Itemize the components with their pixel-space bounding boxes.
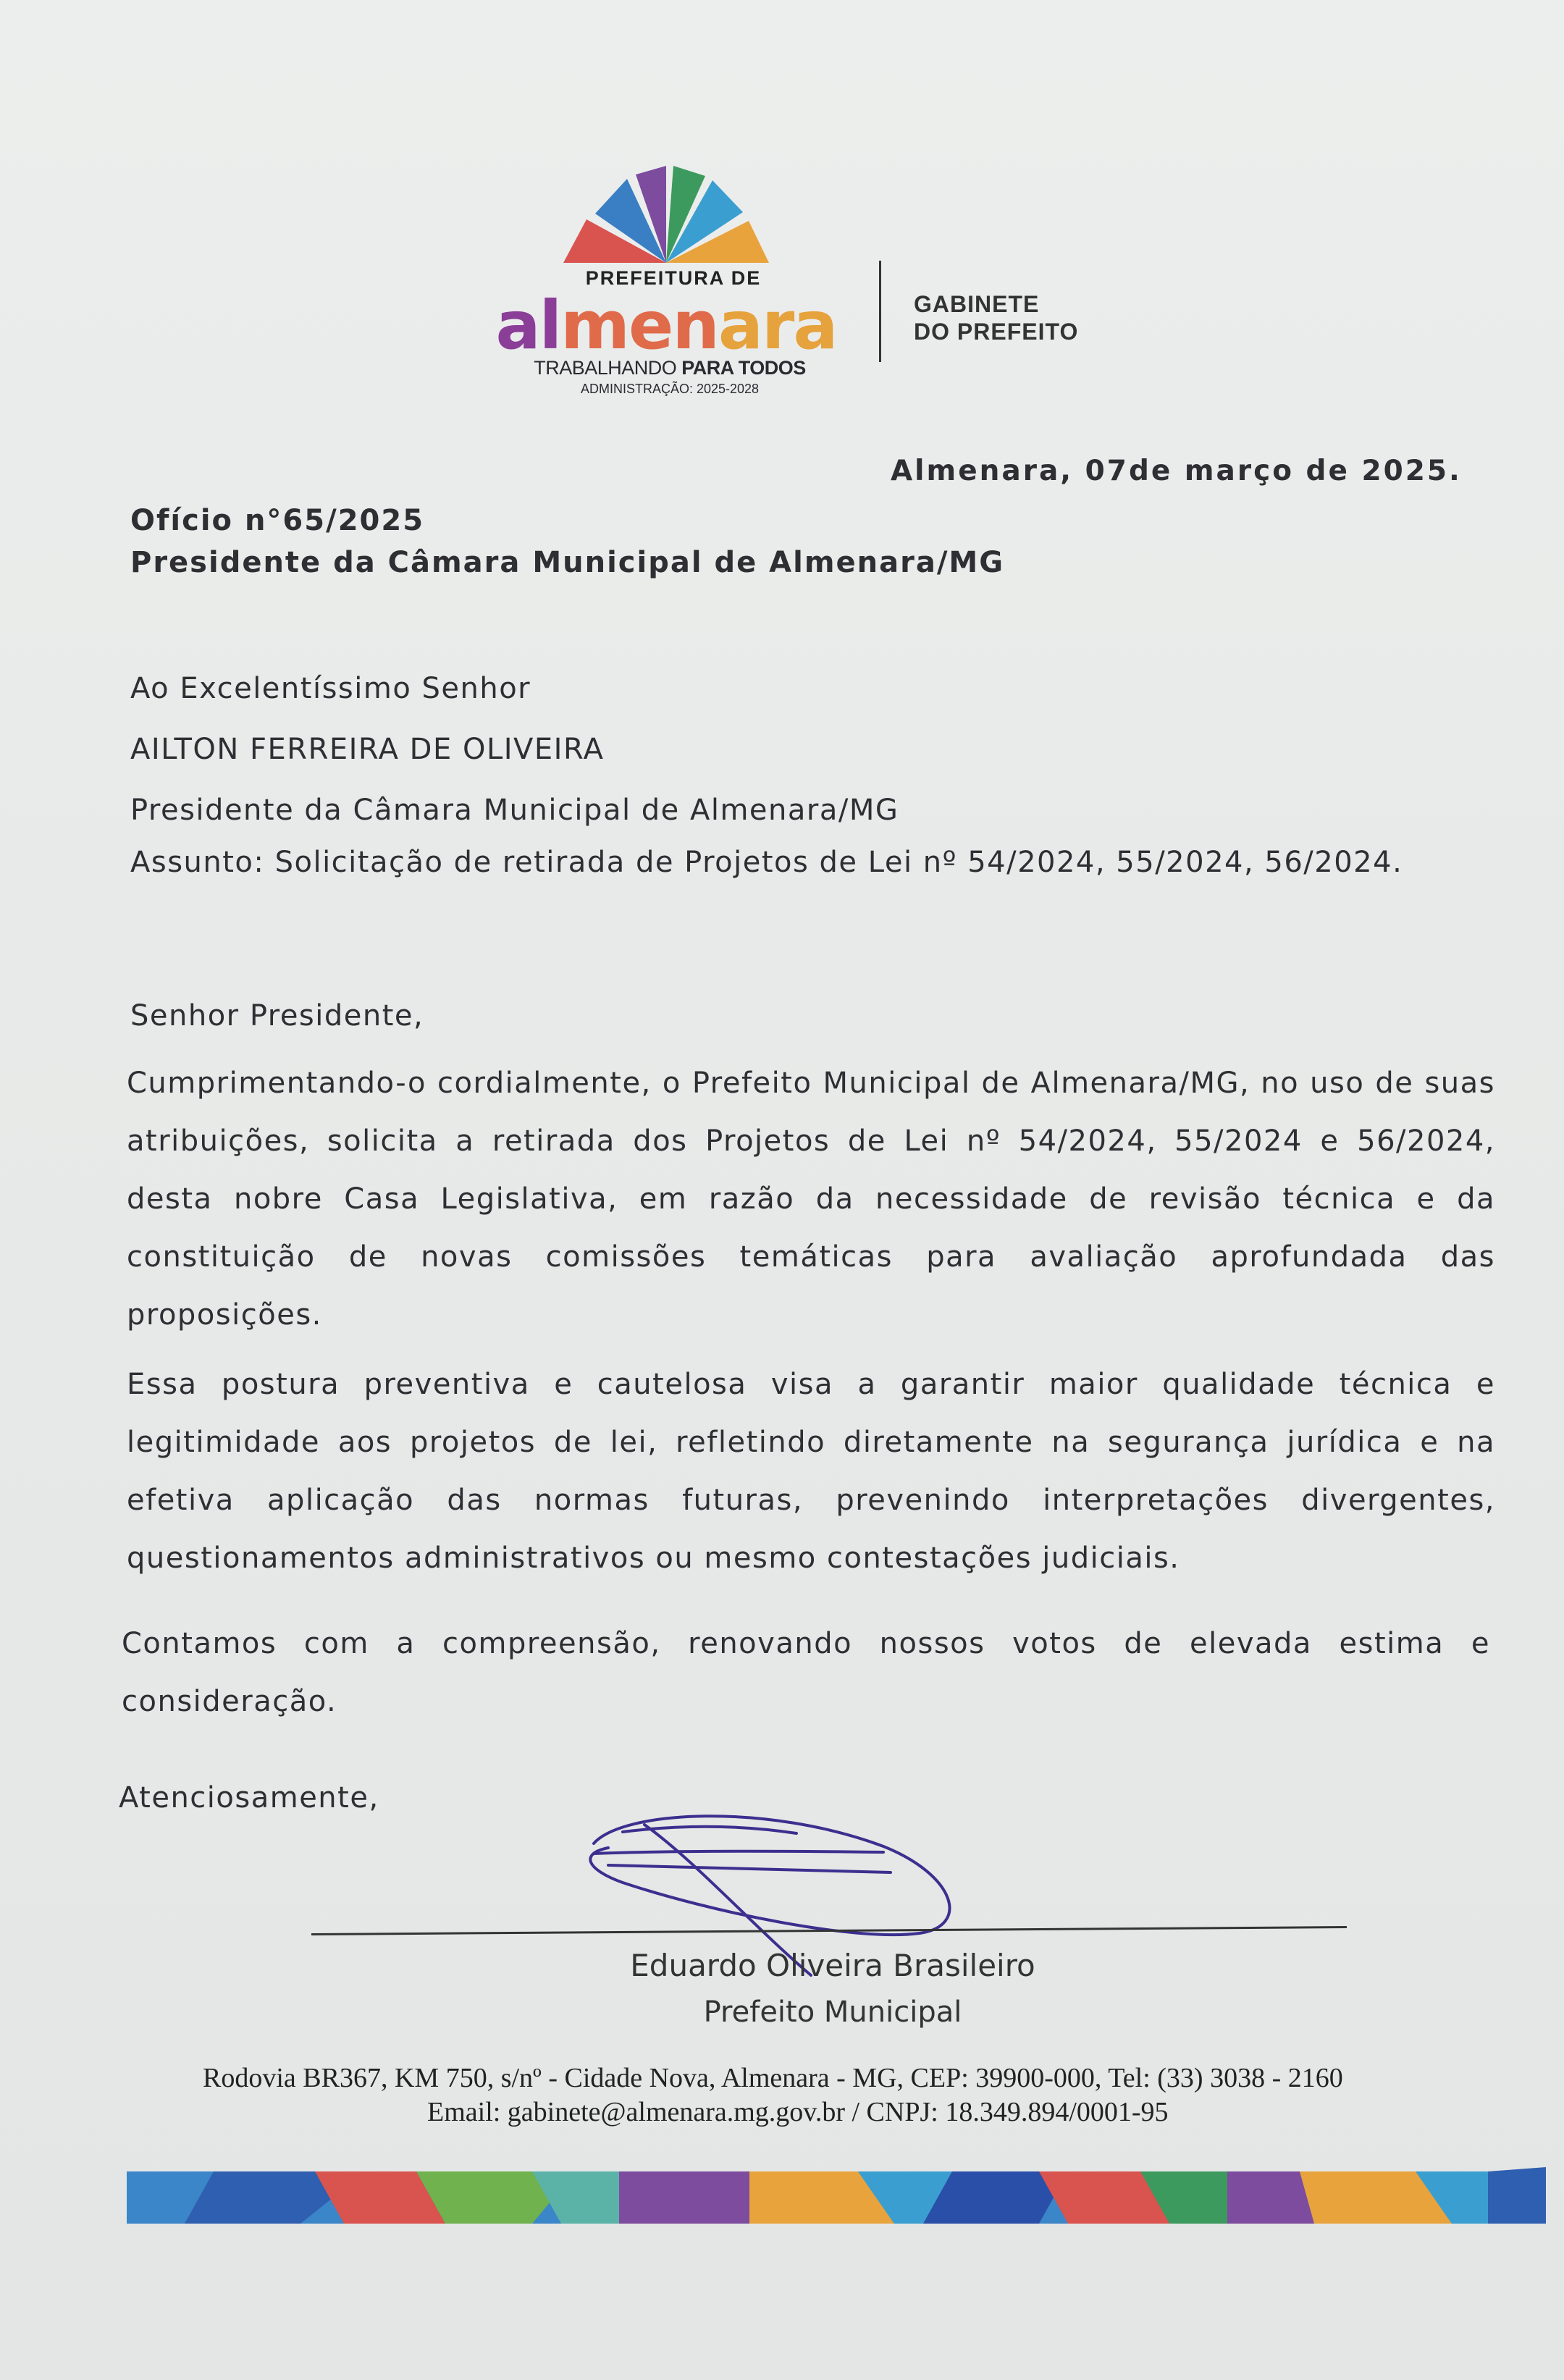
brand-part-3: ara (718, 287, 837, 364)
closing: Atenciosamente, (119, 1781, 379, 1815)
gabinete-label (914, 290, 1102, 345)
body-paragraph-1: Cumprimentando-o cordialmente, o Prefeito Municipal de Almenara/MG, no uso de suas atribuições, solicita a retirada dos Projetos de Lei nº 54/2024, 55/2024 e 56/2024, desta nobre Casa Legislativa, em razão da necessidade de revisão técnica e da constituição de novas comissões temáticas para avaliação aprofundada das proposições. (127, 1067, 1495, 1332)
oficio-number: Ofício n°65/2025 (130, 504, 425, 537)
sunburst-fan-icon (558, 163, 775, 264)
brand-wordmark (485, 286, 847, 366)
brand-part-1: al (495, 287, 561, 364)
body-paragraph-3: Contamos com a compreensão, renovando nossos votos de elevada estima e consideração. (122, 1627, 1490, 1718)
administration-period: ADMINISTRAÇÃO: 2025-2028 (580, 382, 760, 396)
recipient-title: Presidente da Câmara Municipal de Almenara/MG (130, 794, 899, 827)
tagline-regular: TRABALHANDO (534, 357, 682, 379)
decorative-color-band (127, 2161, 1546, 2234)
tagline-bold: PARA TODOS (681, 357, 806, 379)
prefeitura-de-label: PREFEITURA DE (585, 267, 762, 289)
subject-line: Assunto: Solicitação de retirada de Projetos de Lei nº 54/2024, 55/2024, 56/2024. (130, 846, 1403, 879)
gabinete-line-1: GABINETE (914, 291, 1040, 317)
tagline (500, 357, 840, 379)
municipality-logo (485, 163, 1108, 409)
salutation-to: Ao Excelentíssimo Senhor (130, 672, 531, 705)
header-divider (879, 261, 881, 362)
brand-part-2: men (560, 287, 718, 364)
gabinete-line-2: DO PREFEITO (914, 319, 1079, 345)
footer-address: Rodovia BR367, KM 750, s/nº - Cidade Nova, Almenara - MG, CEP: 39900-000, Tel: (33) 3038 - 2160 (203, 2063, 1343, 2093)
body-paragraph-2: Essa postura preventiva e cautelosa visa a garantir maior qualidade técnica e legitimidade aos projetos de lei, refletindo diretamente na segurança jurídica e na efetiva aplicação das normas futuras, prevenindo interpretações divergentes, questionamentos administrativos ou mesmo contestações judiciais. (127, 1368, 1495, 1575)
greeting: Senhor Presidente, (130, 999, 424, 1033)
signatory-role: Prefeito Municipal (703, 1996, 962, 2029)
letter-date: Almenara, 07de março de 2025. (891, 455, 1462, 487)
reference-recipient: Presidente da Câmara Municipal de Almenara/MG (130, 546, 1005, 579)
footer-contact: Email: gabinete@almenara.mg.gov.br / CNPJ: 18.349.894/0001-95 (427, 2097, 1169, 2127)
signatory-name: Eduardo Oliveira Brasileiro (630, 1948, 1035, 1983)
recipient-name: AILTON FERREIRA DE OLIVEIRA (130, 733, 605, 766)
